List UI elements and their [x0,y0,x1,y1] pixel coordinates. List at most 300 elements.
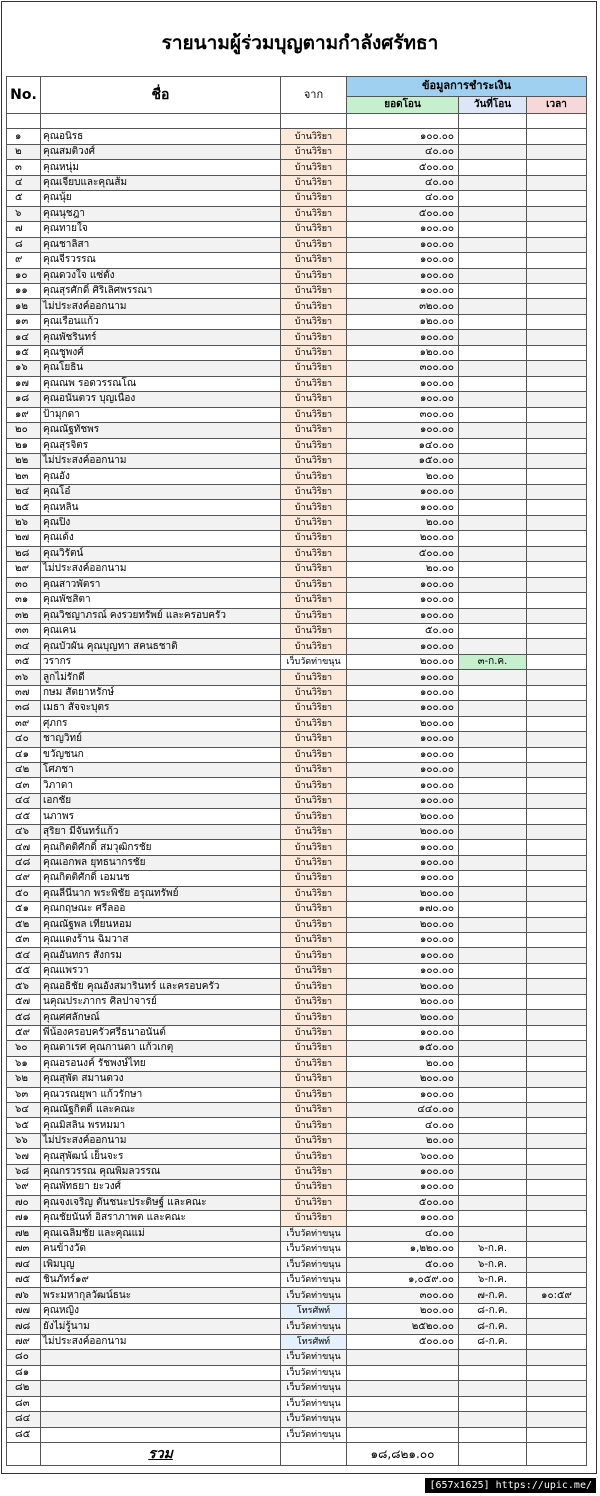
row-amount: ๑๐๐.๐๐ [347,577,459,592]
row-amount: ๕๐.๐๐ [347,1257,459,1272]
row-name: ป้ามุกดา [41,407,281,422]
row-time [527,1195,587,1210]
row-source: บ้านวิริยา [281,392,347,407]
row-amount: ๒๐.๐๐ [347,469,459,484]
row-source: บ้านวิริยา [281,1087,347,1102]
row-amount: ๓๐๐.๐๐ [347,1288,459,1303]
row-source: บ้านวิริยา [281,763,347,778]
row-number: ๓๒ [7,608,41,623]
row-name: คุณวิรัตน์ [41,546,281,561]
row-time [527,1164,587,1179]
row-name: คุณจงเจริญ ตันชนะประดิษฐ์ และคณะ [41,1195,281,1210]
table-row [7,175,587,190]
row-date [459,670,527,685]
row-amount: ๑๗๐.๐๐ [347,902,459,917]
row-number: ๕๘ [7,1010,41,1025]
row-name: คุณสุพัต สมานดวง [41,1072,281,1087]
row-date [459,160,527,175]
row-date [459,206,527,221]
row-date [459,1195,527,1210]
row-name: คุณพัทธยา ยะวงศ์ [41,1180,281,1195]
table-row [7,1396,587,1411]
row-date [459,1365,527,1380]
row-time [527,1257,587,1272]
row-name: นคุณประภากร ศิลปาจารย์ [41,994,281,1009]
row-amount: ๑๐๐.๐๐ [347,855,459,870]
row-source: บ้านวิริยา [281,407,347,422]
row-name: คุณกิตติศักดิ์ เอมนช [41,871,281,886]
row-amount: ๑,๐๕๙.๐๐ [347,1272,459,1287]
row-number: ๗๖ [7,1288,41,1303]
row-source: บ้านวิริยา [281,484,347,499]
row-name: ขวัญชนก [41,747,281,762]
row-source: บ้านวิริยา [281,191,347,206]
total-empty [281,1442,347,1465]
row-number: ๔ [7,175,41,190]
row-source: บ้านวิริยา [281,1056,347,1071]
row-source: บ้านวิริยา [281,1164,347,1179]
table-row [7,577,587,592]
row-source: บ้านวิริยา [281,438,347,453]
table-row [7,886,587,901]
row-date [459,144,527,159]
total-empty [527,1442,587,1465]
row-amount: ๔๐.๐๐ [347,1118,459,1133]
row-amount: ๑๒๐.๐๐ [347,345,459,360]
row-number: ๕๖ [7,979,41,994]
table-row [7,500,587,515]
row-time [527,1427,587,1442]
row-source: บ้านวิริยา [281,593,347,608]
row-date [459,1350,527,1365]
row-number: ๑๕ [7,345,41,360]
row-date [459,175,527,190]
row-number: ๔๘ [7,855,41,870]
total-empty [459,1442,527,1465]
table-row [7,747,587,762]
row-amount: ๑๐๐.๐๐ [347,608,459,623]
row-date: ๖-ก.ค. [459,1257,527,1272]
row-time [527,871,587,886]
row-amount [347,1412,459,1427]
row-time [527,144,587,159]
row-date [459,1133,527,1148]
row-date [459,1180,527,1195]
row-time [527,160,587,175]
row-source: บ้านวิริยา [281,253,347,268]
row-number: ๖๓ [7,1087,41,1102]
table-row [7,1056,587,1071]
row-source: บ้านวิริยา [281,206,347,221]
row-amount: ๑๐๐.๐๐ [347,1164,459,1179]
row-time [527,1133,587,1148]
table-row [7,855,587,870]
table-row [7,1087,587,1102]
row-source: บ้านวิริยา [281,160,347,175]
row-time [527,206,587,221]
table-row [7,1226,587,1241]
row-number: ๖๒ [7,1072,41,1087]
table-row [7,840,587,855]
row-date [459,237,527,252]
row-time [527,253,587,268]
row-number: ๕ [7,191,41,206]
row-time [527,685,587,700]
row-date [459,793,527,808]
row-name: ไม่ประสงค์ออกนาม [41,1133,281,1148]
row-amount: ๔๐.๐๐ [347,175,459,190]
row-source: บ้านวิริยา [281,469,347,484]
row-source: บ้านวิริยา [281,1010,347,1025]
row-number: ๗๗ [7,1303,41,1318]
row-name: คุณกรวรรณ คุณพิมลวรรณ [41,1164,281,1179]
row-name [41,1396,281,1411]
row-date [459,500,527,515]
row-time [527,1242,587,1257]
table-row [7,778,587,793]
row-source: บ้านวิริยา [281,175,347,190]
row-source: บ้านวิริยา [281,917,347,932]
row-date [459,361,527,376]
row-name: คุณโยธิน [41,361,281,376]
row-number: ๗๒ [7,1226,41,1241]
row-date [459,222,527,237]
row-name: คุณวิชญาภรณ์ คงรวยทรัพย์ และครอบครัว [41,608,281,623]
header-no: No. [7,77,41,114]
row-date [459,917,527,932]
row-date: ๘-ก.ค. [459,1319,527,1334]
row-time [527,778,587,793]
row-date [459,1396,527,1411]
row-date [459,1103,527,1118]
row-source: บ้านวิริยา [281,500,347,515]
row-number: ๗๘ [7,1319,41,1334]
row-number: ๕๐ [7,886,41,901]
row-name: คุณบัวผัน คุณบุญทา สคนธชาติ [41,639,281,654]
table-row [7,1319,587,1334]
row-number: ๘๐ [7,1350,41,1365]
table-row [7,1195,587,1210]
row-number: ๕๒ [7,917,41,932]
row-amount: ๕๐๐.๐๐ [347,1334,459,1349]
table-row [7,1072,587,1087]
table-row [7,1350,587,1365]
row-source: เว็บวัดท่าขนุน [281,1288,347,1303]
row-amount: ๑๐๐.๐๐ [347,268,459,283]
row-name: คนข้างวัด [41,1242,281,1257]
row-amount: ๑๐๐.๐๐ [347,423,459,438]
row-source: บ้านวิริยา [281,855,347,870]
row-number: ๒๗ [7,531,41,546]
row-amount: ๑๐๐.๐๐ [347,330,459,345]
table-row [7,1103,587,1118]
row-number: ๑๗ [7,376,41,391]
row-date [459,1226,527,1241]
row-name: คุณกฤษณะ ศรีลออ [41,902,281,917]
row-number: ๑๖ [7,361,41,376]
row-amount: ๑๐๐.๐๐ [347,129,459,144]
row-amount: ๑๐๐.๐๐ [347,1025,459,1040]
row-number: ๓ [7,160,41,175]
table-row [7,206,587,221]
table-row [7,314,587,329]
row-time [527,376,587,391]
row-number: ๘๓ [7,1396,41,1411]
row-time [527,1211,587,1226]
row-amount: ๒๐๐.๐๐ [347,979,459,994]
row-name [41,1412,281,1427]
row-amount: ๑๐๐.๐๐ [347,685,459,700]
row-time [527,345,587,360]
table-row [7,809,587,824]
row-name [41,1350,281,1365]
row-name: คุณกิตติศักดิ์ สมวุฒิกรชัย [41,840,281,855]
row-name: ไม่ประสงค์ออกนาม [41,299,281,314]
row-time [527,917,587,932]
row-time [527,994,587,1009]
row-date [459,763,527,778]
row-source: บ้านวิริยา [281,376,347,391]
row-source: บ้านวิริยา [281,237,347,252]
row-name: คุณจีรวรรณ [41,253,281,268]
row-name: ลูกไม่รักดี [41,670,281,685]
row-source: เว็บวัดท่าขนุน [281,654,347,669]
table-row [7,283,587,298]
row-amount: ๒๐๐.๐๐ [347,654,459,669]
row-date [459,191,527,206]
row-date [459,824,527,839]
row-amount: ๓๐๐.๐๐ [347,361,459,376]
row-date [459,1211,527,1226]
row-name: สุริยา มีจันทร์แก้ว [41,824,281,839]
row-source: บ้านวิริยา [281,1025,347,1040]
row-name: ชาญวิทย์ [41,732,281,747]
row-time [527,222,587,237]
row-source: โทรศัพท์ [281,1334,347,1349]
row-source: บ้านวิริยา [281,701,347,716]
row-date [459,1427,527,1442]
row-time [527,515,587,530]
row-source: บ้านวิริยา [281,330,347,345]
row-source: บ้านวิริยา [281,747,347,762]
row-amount: ๕๐๐.๐๐ [347,546,459,561]
table-row [7,1257,587,1272]
row-name: คุณณัฐทัชพร [41,423,281,438]
row-amount: ๑๐๐.๐๐ [347,639,459,654]
row-source: บ้านวิริยา [281,577,347,592]
row-amount: ๒๐.๐๐ [347,515,459,530]
row-number: ๔๙ [7,871,41,886]
row-date [459,314,527,329]
table-row [7,1303,587,1318]
row-source: บ้านวิริยา [281,129,347,144]
row-date [459,809,527,824]
table-row [7,1010,587,1025]
row-number: ๓๓ [7,623,41,638]
row-number: ๕๓ [7,933,41,948]
row-source: บ้านวิริยา [281,840,347,855]
row-time [527,1087,587,1102]
row-number: ๒๘ [7,546,41,561]
table-row [7,1334,587,1349]
row-name: คุณพัชรินทร์ [41,330,281,345]
row-date [459,639,527,654]
row-time [527,639,587,654]
row-number: ๓๙ [7,716,41,731]
row-time [527,438,587,453]
row-time [527,623,587,638]
row-time [527,1180,587,1195]
row-date: ๘-ก.ค. [459,1303,527,1318]
row-time [527,793,587,808]
row-source: บ้านวิริยา [281,546,347,561]
row-time [527,701,587,716]
row-time [527,902,587,917]
row-source: บ้านวิริยา [281,1211,347,1226]
row-number: ๗๓ [7,1242,41,1257]
row-date [459,253,527,268]
row-time [527,1025,587,1040]
row-number: ๘ [7,237,41,252]
row-amount: ๑๐๐.๐๐ [347,222,459,237]
table-row [7,469,587,484]
row-date [459,1056,527,1071]
table-row [7,608,587,623]
row-time [527,670,587,685]
row-source: เว็บวัดท่าขนุน [281,1319,347,1334]
row-amount [347,1381,459,1396]
row-number: ๖ [7,206,41,221]
table-row [7,979,587,994]
row-time [527,392,587,407]
row-time [527,469,587,484]
table-row [7,1180,587,1195]
row-name: คุณลีนีนาก พระพิชัย อรุณทรัพย์ [41,886,281,901]
row-amount: ๑๐๐.๐๐ [347,392,459,407]
row-number: ๑๓ [7,314,41,329]
row-number: ๗๑ [7,1211,41,1226]
row-amount: ๑๐๐.๐๐ [347,778,459,793]
spacer-row [7,114,587,129]
row-name: คุณแพรวา [41,963,281,978]
row-time [527,407,587,422]
row-date [459,623,527,638]
row-source: บ้านวิริยา [281,1195,347,1210]
row-amount: ๑๐๐.๐๐ [347,793,459,808]
row-time [527,840,587,855]
row-amount: ๑๕๐.๐๐ [347,1041,459,1056]
row-amount: ๖๐๐.๐๐ [347,1149,459,1164]
row-date [459,1041,527,1056]
row-source: บ้านวิริยา [281,778,347,793]
table-row [7,1133,587,1148]
row-source: บ้านวิริยา [281,809,347,824]
table-row [7,1164,587,1179]
row-date [459,268,527,283]
row-number: ๘๑ [7,1365,41,1380]
row-time: ๑๐:๕๙ [527,1288,587,1303]
row-date [459,933,527,948]
row-amount: ๒๐๐.๐๐ [347,1010,459,1025]
row-amount: ๒๐๐.๐๐ [347,886,459,901]
row-date [459,1149,527,1164]
row-source: บ้านวิริยา [281,144,347,159]
row-name: คุณชัยนันท์ อิสราภาพต และคณะ [41,1211,281,1226]
table-row [7,1242,587,1257]
row-name: คุณเด้ง [41,531,281,546]
row-source: บ้านวิริยา [281,1180,347,1195]
row-source: บ้านวิริยา [281,299,347,314]
table-row [7,654,587,669]
row-source: บ้านวิริยา [281,732,347,747]
row-number: ๓๗ [7,685,41,700]
row-name: คุณทายใจ [41,222,281,237]
row-name: คุณณพ รอดวรรณโณ [41,376,281,391]
row-time [527,268,587,283]
table-row [7,763,587,778]
row-name: ศุภกร [41,716,281,731]
row-number: ๘๕ [7,1427,41,1442]
table-row [7,963,587,978]
row-amount: ๑๐๐.๐๐ [347,732,459,747]
row-source: เว็บวัดท่าขนุน [281,1365,347,1380]
table-row [7,933,587,948]
row-name: คุณนุ้ย [41,191,281,206]
row-time [527,191,587,206]
row-date [459,562,527,577]
row-amount: ๑๐๐.๐๐ [347,933,459,948]
row-time [527,237,587,252]
row-time [527,1041,587,1056]
row-number: ๗๔ [7,1257,41,1272]
row-source: บ้านวิริยา [281,531,347,546]
row-source: เว็บวัดท่าขนุน [281,1226,347,1241]
row-number: ๒๐ [7,423,41,438]
row-date [459,283,527,298]
row-name: ไม่ประสงค์ออกนาม [41,453,281,468]
row-time [527,716,587,731]
row-amount: ๒๐๐.๐๐ [347,716,459,731]
donor-table [6,76,587,1466]
row-amount [347,1350,459,1365]
row-date [459,1025,527,1040]
row-source: บ้านวิริยา [281,902,347,917]
table-row [7,871,587,886]
row-source: บ้านวิริยา [281,314,347,329]
row-number: ๑๙ [7,407,41,422]
row-time [527,933,587,948]
row-time [527,593,587,608]
row-number: ๗๐ [7,1195,41,1210]
row-name [41,1365,281,1380]
row-time [527,1056,587,1071]
row-date [459,1118,527,1133]
row-amount: ๓๒๐.๐๐ [347,299,459,314]
row-time [527,963,587,978]
row-number: ๖๘ [7,1164,41,1179]
row-source: บ้านวิริยา [281,716,347,731]
row-time [527,1103,587,1118]
row-time [527,763,587,778]
row-date [459,716,527,731]
row-name: คุณมิสลิน พรหมมา [41,1118,281,1133]
row-time [527,1272,587,1287]
table-row [7,1118,587,1133]
row-source: เว็บวัดท่าขนุน [281,1350,347,1365]
row-time [527,1412,587,1427]
row-time [527,824,587,839]
row-time [527,1303,587,1318]
